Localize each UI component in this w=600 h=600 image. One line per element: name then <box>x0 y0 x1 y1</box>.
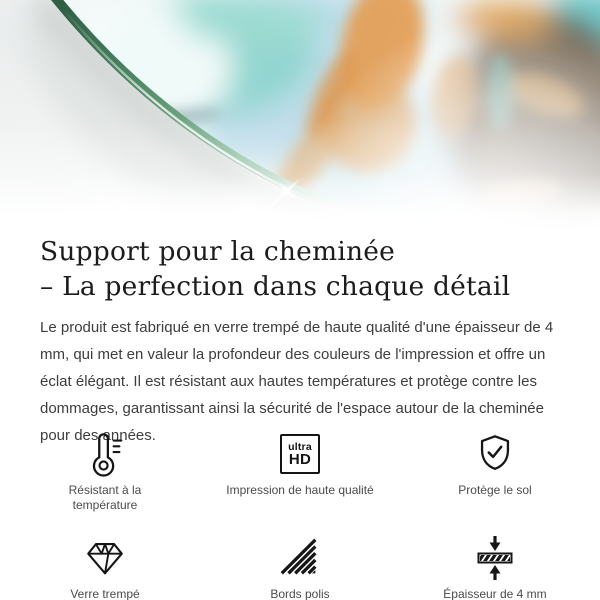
features-grid <box>40 431 560 600</box>
glass-panel-image <box>0 0 600 232</box>
thickness-icon <box>471 534 519 582</box>
feature-item-print-quality <box>170 431 430 513</box>
product-content <box>0 234 600 600</box>
ultra-hd-icon: ultra HD <box>280 434 320 474</box>
title-line-2: – La perfection dans chaque détail <box>40 271 511 302</box>
product-title <box>40 234 560 304</box>
feature-item-floor-protection <box>430 431 560 513</box>
feature-label: Verre trempé <box>70 587 140 600</box>
feature-label: Résistant à la température <box>68 483 142 512</box>
feature-item-temperature <box>40 431 170 513</box>
product-paragraph: Le produit est fabriqué en verre trempé de haute qualité d'une épaisseur de 4 mm, qui met en valeur la profondeur des couleurs de l'impression et offre un éclat élégant. Il est résistant aux hautes températures et protège contre les dommages, garantissant ainsi la sécurité de l'espace autour de la cheminée pour des années. <box>40 319 554 444</box>
title-line-1: Support pour la cheminée <box>40 236 396 267</box>
shield-check-icon <box>472 431 518 477</box>
diamond-icon <box>81 535 129 581</box>
feature-label: Impression de haute qualité <box>226 483 374 497</box>
feature-item-tempered-glass <box>40 535 170 600</box>
feature-item-polished-edges <box>170 535 430 600</box>
thermometer-icon <box>82 430 128 478</box>
product-photo <box>0 0 600 232</box>
feature-label: Épaisseur de 4 mm <box>443 587 547 600</box>
feature-item-thickness <box>430 535 560 600</box>
feature-label: Bords polis <box>270 587 330 600</box>
feature-label: Protège le sol <box>458 483 532 497</box>
polished-edges-icon <box>277 535 323 581</box>
